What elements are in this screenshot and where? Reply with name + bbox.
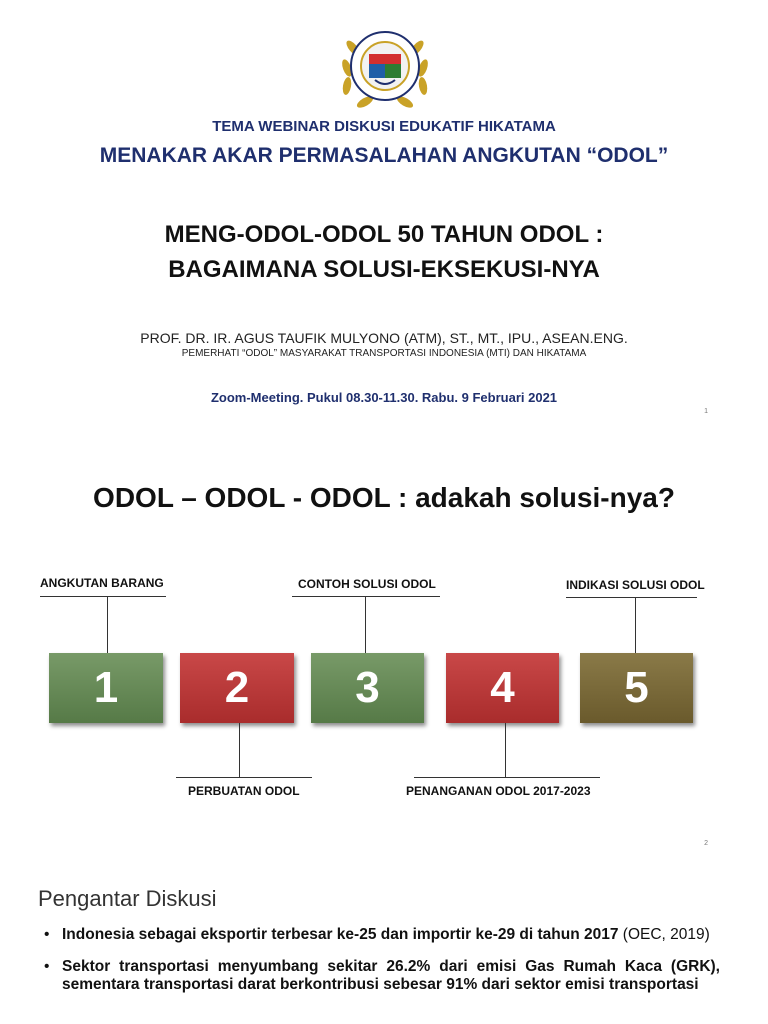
slide-1 <box>0 0 768 430</box>
connector-line <box>176 777 312 778</box>
bullet-text-source: (OEC, 2019) <box>618 926 710 943</box>
label-indikasi-solusi: INDIKASI SOLUSI ODOL <box>566 578 705 592</box>
meeting-info: Zoom-Meeting. Pukul 08.30-11.30. Rabu. 9 Februari 2021 <box>210 390 558 405</box>
label-contoh-solusi: CONTOH SOLUSI ODOL <box>298 577 436 591</box>
webinar-subtitle: MENAKAR AKAR PERMASALAHAN ANGKUTAN “ODOL” <box>99 144 669 167</box>
webinar-theme: TEMA WEBINAR DISKUSI EDUKATIF HIKATAMA <box>212 118 556 135</box>
connector-line <box>365 596 366 653</box>
bullet-list <box>40 926 720 1008</box>
slide-title-line2: BAGAIMANA SOLUSI-EKSEKUSI-NYA <box>168 256 600 283</box>
connector-line <box>505 723 506 777</box>
label-angkutan-barang: ANGKUTAN BARANG <box>40 576 164 590</box>
connector-line <box>239 723 240 777</box>
step-box-5: 5 <box>580 653 693 723</box>
step-box-3: 3 <box>311 653 424 723</box>
connector-line <box>566 597 697 598</box>
connector-line <box>292 596 440 597</box>
bullet-item <box>40 926 720 944</box>
connector-line <box>107 596 108 653</box>
step-box-2: 2 <box>180 653 294 723</box>
hikatama-logo <box>335 18 435 110</box>
slide-title-line1: MENG-ODOL-ODOL 50 TAHUN ODOL : <box>164 221 604 248</box>
label-penanganan-odol: PENANGANAN ODOL 2017-2023 <box>406 784 591 798</box>
step-box-4: 4 <box>446 653 559 723</box>
page-number: 2 <box>704 840 708 847</box>
slide-title: Pengantar Diskusi <box>38 886 217 911</box>
bullet-item <box>40 958 720 994</box>
bullet-text-bold: Indonesia sebagai eksportir terbesar ke-25 dan importir ke-29 di tahun 2017 <box>62 926 619 943</box>
step-box-1: 1 <box>49 653 163 723</box>
label-perbuatan-odol: PERBUATAN ODOL <box>188 784 300 798</box>
slide-2 <box>0 430 768 862</box>
author-affiliation: PEMERHATI “ODOL” MASYARAKAT TRANSPORTASI INDONESIA (MTI) DAN HIKATAMA <box>181 348 587 359</box>
connector-line <box>40 596 166 597</box>
slide-title: ODOL – ODOL - ODOL : adakah solusi-nya? <box>93 482 675 513</box>
bullet-text-bold: Sektor transportasi menyumbang sekitar 26.2% dari emisi Gas Rumah Kaca (GRK), sementara transportasi darat berkontribusi sebesar 91% dari sektor emisi transportasi <box>62 958 720 993</box>
connector-line <box>414 777 600 778</box>
slide-3 <box>0 862 768 1024</box>
author-name: PROF. DR. IR. AGUS TAUFIK MULYONO (ATM), ST., MT., IPU., ASEAN.ENG. <box>140 330 628 346</box>
page-number: 1 <box>704 408 708 415</box>
connector-line <box>635 597 636 653</box>
